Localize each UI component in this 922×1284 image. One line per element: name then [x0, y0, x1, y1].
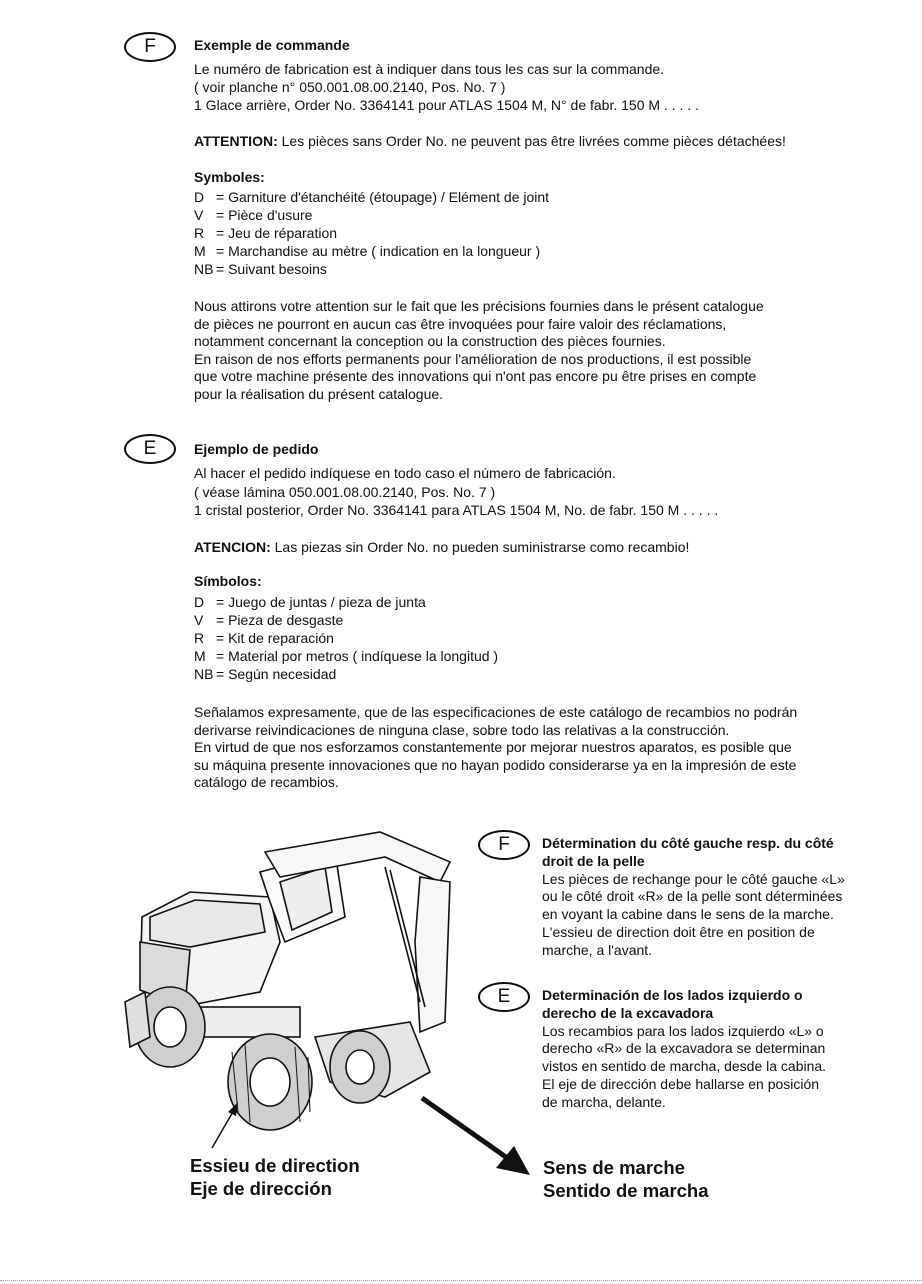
side-fr-body-line: ou le côté droit «R» de la pelle sont déterminées — [542, 888, 843, 905]
side-fr-block — [542, 835, 882, 960]
side-es-body-line: El eje de dirección debe hallarse en posición — [542, 1075, 820, 1092]
side-fr-body-line: L'essieu de direction doit être en position de — [542, 923, 815, 940]
spanish-symbol-nb — [194, 666, 336, 682]
spanish-symbols-title: Símbolos: — [194, 573, 262, 589]
notice-line: catálogo de recambios. — [194, 774, 339, 791]
spanish-symbol-v — [194, 612, 343, 628]
notice-line: Nous attirons votre attention sur le fait que les précisions fournies dans le présent catalogue — [194, 298, 764, 314]
french-attention-label: ATTENTION: — [194, 133, 278, 149]
symbol-text: = Marchandise au mètre ( indication en la longueur ) — [216, 243, 541, 259]
side-fr-badge: F — [478, 830, 530, 860]
symbol-text: = Pièce d'usure — [216, 207, 313, 223]
notice-line: En raison de nos efforts permanents pour l'amélioration de nos productions, il est possible — [194, 350, 752, 367]
symbol-key: M — [194, 243, 206, 259]
caption-axle-fr: Essieu de direction — [190, 1155, 360, 1176]
notice-line: su máquina presente innovaciones que no hayan podido considerarse ya en la impresión de este — [194, 756, 797, 773]
spanish-badge: E — [124, 434, 176, 464]
spanish-attention-label: ATENCION: — [194, 539, 271, 555]
side-es-block — [542, 987, 882, 1112]
french-title: Exemple de commande — [194, 37, 350, 53]
side-es-title-line: derecho de la excavadora — [542, 1004, 714, 1021]
notice-line: Señalamos expresamente, que de las especificaciones de este catálogo de recambios no podrán — [194, 704, 798, 720]
symbol-key: M — [194, 648, 206, 664]
side-fr-title-line: droit de la pelle — [542, 852, 645, 869]
side-es-title-line: Determinación de los lados izquierdo o — [542, 987, 803, 1003]
spanish-symbol-d — [194, 594, 426, 610]
boom — [265, 832, 450, 882]
french-attention — [194, 133, 786, 149]
side-es-body-line: vistos en sentido de marcha, desde la cabina. — [542, 1058, 827, 1075]
french-symbol-m — [194, 243, 540, 259]
arm — [415, 877, 450, 1032]
symbol-key: D — [194, 594, 205, 610]
side-es-body-line: Los recambios para los lados izquierdo «L» o — [542, 1022, 824, 1039]
symbol-text: = Material por metros ( indíquese la longitud ) — [216, 648, 499, 664]
french-badge: F — [124, 32, 176, 62]
spanish-symbol-m — [194, 648, 498, 664]
symbol-key: V — [194, 612, 204, 628]
french-notice — [194, 298, 764, 404]
symbol-key: R — [194, 225, 205, 241]
side-es-badge: E — [478, 982, 530, 1012]
french-symbol-r — [194, 225, 337, 241]
spanish-title: Ejemplo de pedido — [194, 441, 319, 457]
spanish-line-1: Al hacer el pedido indíquese en todo caso el número de fabricación. — [194, 465, 616, 481]
axle-arrow — [204, 1100, 244, 1150]
stabilizer — [125, 992, 150, 1047]
notice-line: notamment concernant la conception ou la construction des pièces fournies. — [194, 333, 666, 350]
spanish-line-3: 1 cristal posterior, Order No. 3364141 para ATLAS 1504 M, No. de fabr. 150 M . . . . . — [194, 502, 719, 518]
side-fr-body-line: Les pièces de rechange pour le côté gauche «L» — [542, 870, 845, 887]
symbol-text: = Kit de reparación — [216, 630, 334, 646]
symbol-text: = Pieza de desgaste — [216, 612, 344, 628]
french-line-2: ( voir planche n° 050.001.08.00.2140, Pos. No. 7 ) — [194, 79, 506, 95]
french-line-3: 1 Glace arrière, Order No. 3364141 pour ATLAS 1504 M, N° de fabr. 150 M . . . . . — [194, 97, 699, 113]
symbol-key: D — [194, 189, 205, 205]
symbol-text: = Suivant besoins — [216, 261, 327, 277]
french-line-1: Le numéro de fabrication est à indiquer dans tous les cas sur la commande. — [194, 61, 665, 77]
side-fr-body-line: en voyant la cabine dans le sens de la marche. — [542, 906, 834, 923]
symbol-key: R — [194, 630, 205, 646]
notice-line: de pièces ne pourront en aucun cas être invoquées pour faire valoir des réclamations, — [194, 315, 727, 332]
spanish-line-2: ( véase lámina 050.001.08.00.2140, Pos. No. 7 ) — [194, 484, 496, 500]
symbol-key: NB — [194, 261, 214, 277]
symbol-key: V — [194, 207, 204, 223]
side-es-body-line: de marcha, delante. — [542, 1093, 666, 1110]
symbol-text: = Jeu de réparation — [216, 225, 338, 241]
page-bottom-edge — [0, 1280, 922, 1281]
notice-line: En virtud de que nos esforzamos constantemente por mejorar nuestros aparatos, es posible que — [194, 739, 792, 756]
spanish-attention — [194, 539, 689, 555]
notice-line: derivarse reivindicaciones de ninguna clase, sobre todo las relativas a la construcción. — [194, 721, 730, 738]
caption-travel-fr: Sens de marche — [543, 1157, 685, 1178]
symbol-text: = Juego de juntas / pieza de junta — [216, 594, 426, 610]
spanish-symbol-r — [194, 630, 334, 646]
symbol-text: = Según necesidad — [216, 666, 337, 682]
french-symbol-d — [194, 189, 549, 205]
symbol-key: NB — [194, 666, 214, 682]
french-symbol-v — [194, 207, 312, 223]
caption-travel-es: Sentido de marcha — [543, 1180, 709, 1201]
side-fr-body-line: marche, a l'avant. — [542, 941, 653, 958]
symbol-text: = Garniture d'étanchéité (étoupage) / Elément de joint — [216, 189, 550, 205]
side-es-body-line: derecho «R» de la excavadora se determinan — [542, 1040, 826, 1057]
french-attention-text: Les pièces sans Order No. ne peuvent pas être livrées comme pièces détachées! — [277, 133, 786, 149]
caption-axle-es: Eje de dirección — [190, 1178, 332, 1199]
french-symbols-title: Symboles: — [194, 169, 265, 185]
travel-direction-arrow — [418, 1090, 538, 1180]
side-fr-title-line: Détermination du côté gauche resp. du côté — [542, 835, 834, 851]
notice-line: pour la réalisation du présent catalogue. — [194, 385, 444, 402]
hydraulic-cylinder — [385, 867, 420, 1002]
spanish-attention-text: Las piezas sin Order No. no pueden suministrarse como recambio! — [270, 539, 690, 555]
notice-line: que votre machine présente des innovations qui n'ont pas encore pu être prises en compte — [194, 368, 757, 385]
spanish-notice — [194, 704, 797, 792]
french-symbol-nb — [194, 261, 327, 277]
